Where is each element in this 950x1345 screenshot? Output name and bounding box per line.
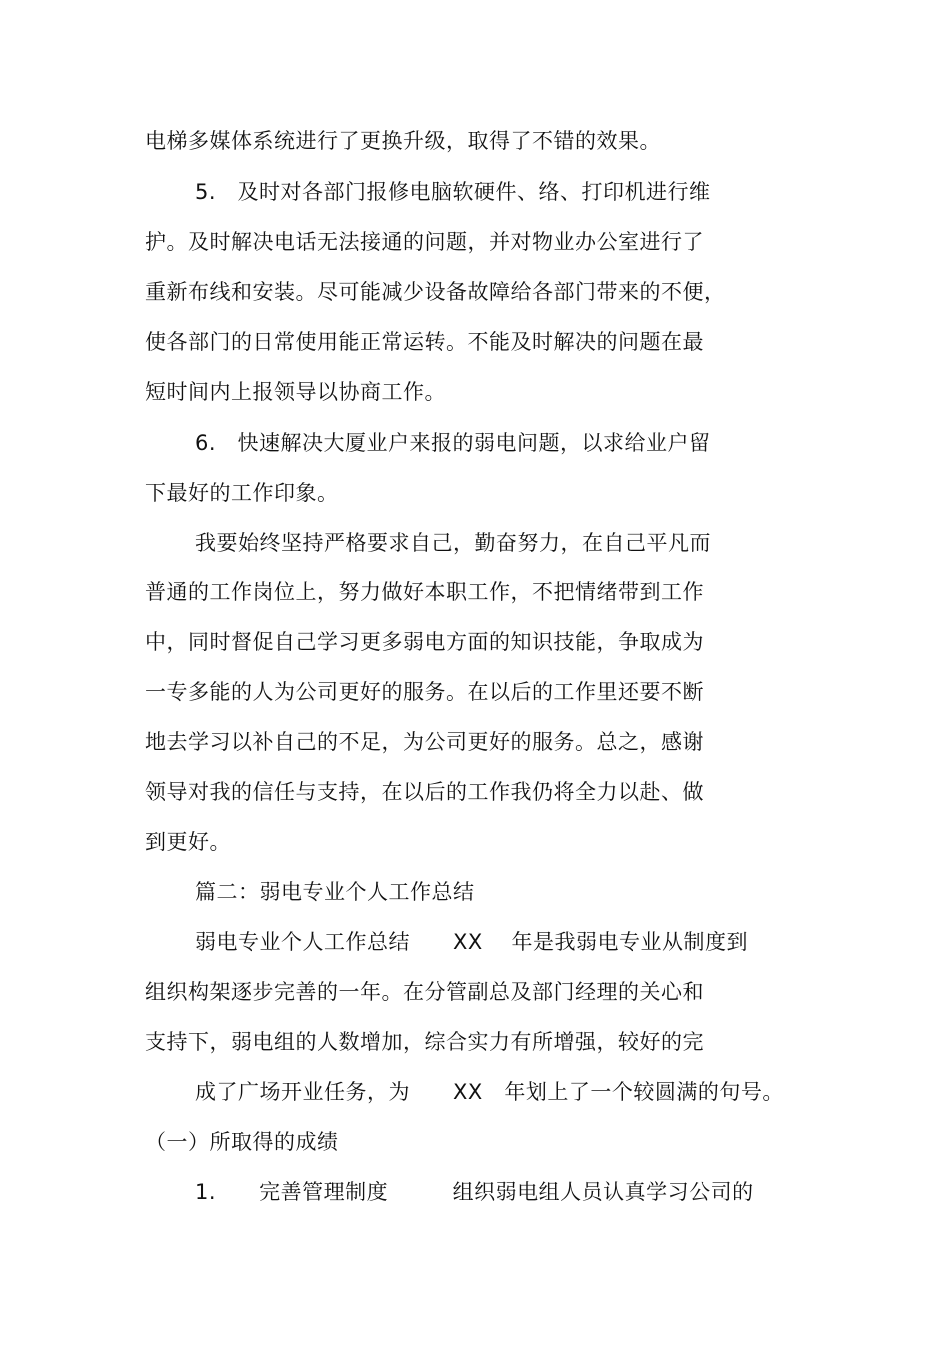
text-line: 一专多能的人为公司更好的服务。在以后的工作里还要不断 bbox=[145, 680, 704, 704]
text-line: 支持下，弱电组的人数增加，综合实力有所增强，较好的完 bbox=[145, 1030, 704, 1054]
text-line: 我要始终坚持严格要求自己，勤奋努力，在自己平凡而 bbox=[195, 531, 711, 555]
text-line: 电梯多媒体系统进行了更换升级，取得了不错的效果。 bbox=[145, 129, 661, 153]
text-line: 中，同时督促自己学习更多弱电方面的知识技能，争取成为 bbox=[145, 630, 704, 654]
text-line: 护。及时解决电话无法接通的问题，并对物业办公室进行了 bbox=[145, 230, 704, 254]
text-line: 使各部门的日常使用能正常运转。不能及时解决的问题在最 bbox=[145, 330, 704, 354]
text-line: 弱电专业个人工作总结 XX 年是我弱电专业从制度到 bbox=[195, 930, 749, 954]
text-line: 5. 及时对各部门报修电脑软硬件、络、打印机进行维 bbox=[195, 180, 711, 204]
text-line: 短时间内上报领导以协商工作。 bbox=[145, 380, 446, 404]
text-line: 1. 完善管理制度 组织弱电组人员认真学习公司的 bbox=[195, 1180, 754, 1204]
text-line: 成了广场开业任务，为 XX 年划上了一个较圆满的句号。 bbox=[195, 1080, 784, 1104]
text-line: 6. 快速解决大厦业户来报的弱电问题，以求给业户留 bbox=[195, 431, 711, 455]
subsection-heading: （一）所取得的成绩 bbox=[145, 1130, 339, 1154]
text-line: 普通的工作岗位上，努力做好本职工作，不把情绪带到工作 bbox=[145, 580, 704, 604]
text-line: 领导对我的信任与支持，在以后的工作我仍将全力以赴、做 bbox=[145, 780, 704, 804]
text-line: 下最好的工作印象。 bbox=[145, 481, 339, 505]
text-line: 地去学习以补自己的不足，为公司更好的服务。总之，感谢 bbox=[145, 730, 704, 754]
text-line: 重新布线和安装。尽可能减少设备故障给各部门带来的不便， bbox=[145, 280, 726, 304]
section-heading: 篇二：弱电专业个人工作总结 bbox=[195, 880, 475, 904]
text-line: 组织构架逐步完善的一年。在分管副总及部门经理的关心和 bbox=[145, 980, 704, 1004]
text-line: 到更好。 bbox=[145, 830, 231, 854]
